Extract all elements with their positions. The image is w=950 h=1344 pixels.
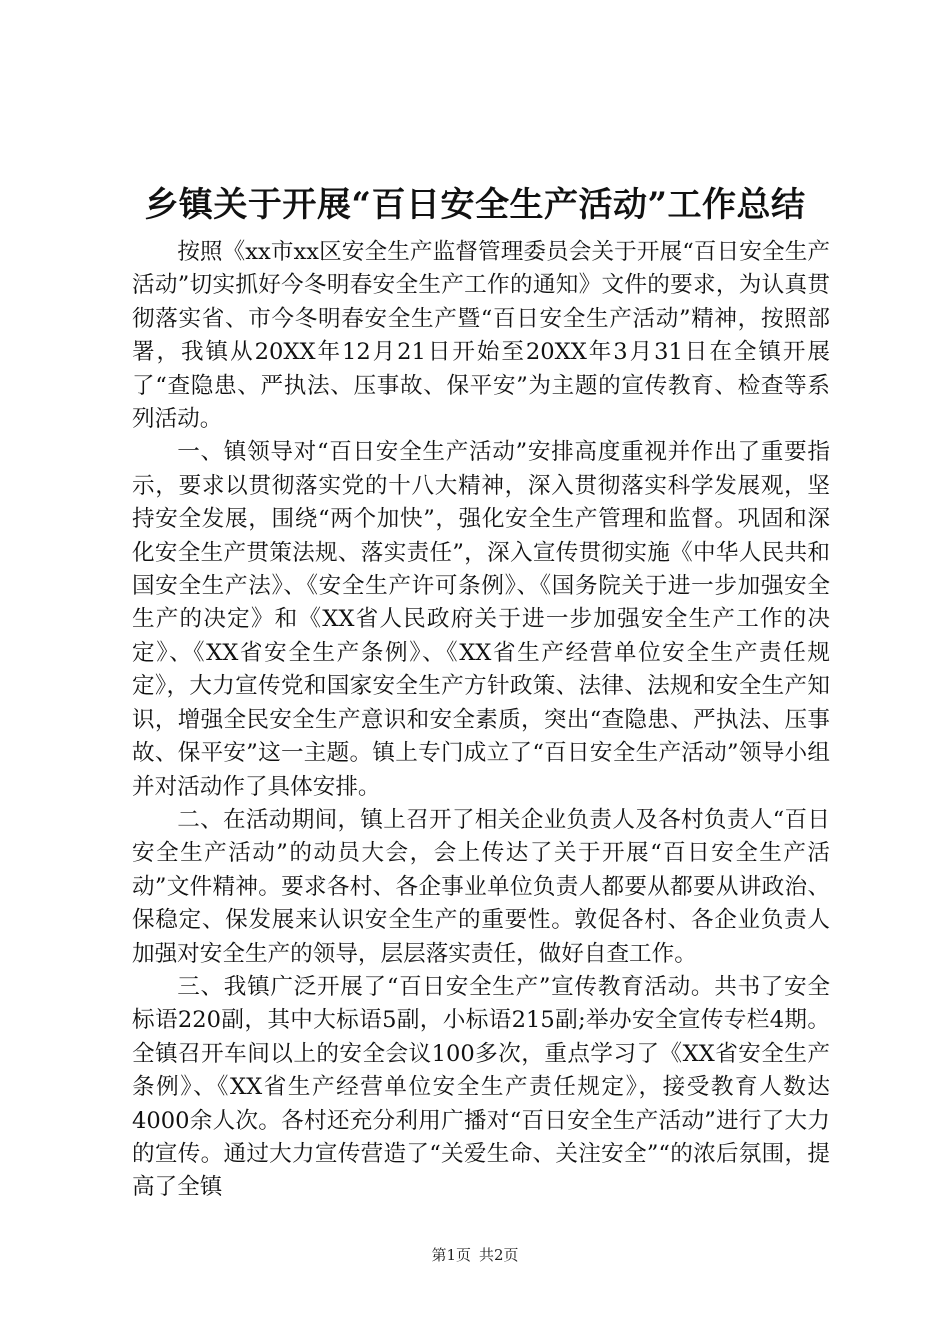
- page-number-current: 第1页: [431, 1246, 471, 1264]
- paragraph-section-2: 二、在活动期间，镇上召开了相关企业负责人及各村负责人“百日安全生产活动”的动员大会，会上传达了关于开展“百日安全生产活动”文件精神。要求各村、各企事业单位负责人都要从都要从讲政治、保稳定、保发展来认识安全生产的重要性。敦促各村、各企业负责人加强对安全生产的领导，层层落实责任，做好自查工作。: [132, 806, 830, 967]
- document-body: [132, 236, 830, 1205]
- document-title: 乡镇关于开展“百日安全生产活动”工作总结: [144, 185, 806, 225]
- paragraph-section-1: 一、镇领导对“百日安全生产活动”安排高度重视并作出了重要指示，要求以贯彻落实党的十八大精神，深入贯彻落实科学发展观，坚持安全发展，围绕“两个加快”，强化安全生产管理和监督。巩固和深化安全生产贯策法规、落实责任”，深入宣传贯彻实施《中华人民共和国安全生产法》、《安全生产许可条例》、《国务院关于进一步加强安全生产的决定》和《XX省人民政府关于进一步加强安全生产工作的决定》、《XX省安全生产条例》、《XX省生产经营单位安全生产责任规定》，大力宣传党和国家安全生产方针政策、法律、法规和安全生产知识，增强全民安全生产意识和安全素质，突出“查隐患、严执法、压事故、保平安”这一主题。镇上专门成立了“百日安全生产活动”领导小组并对活动作了具体安排。: [132, 439, 830, 800]
- paragraph-section-3: 三、我镇广泛开展了“百日安全生产”宣传教育活动。共书了安全标语220副，其中大标语5副，小标语215副;举办安全宣传专栏4期。全镇召开车间以上的安全会议100多次，重点学习了《XX省安全生产条例》、《XX省生产经营单位安全生产责任规定》，接受教育人数达4000余人次。各村还充分利用广播对“百日安全生产活动”进行了大力的宣传。通过大力宣传营造了“关爱生命、关注安全”“的浓后氛围，提高了全镇: [132, 973, 830, 1201]
- paragraph-intro: 按照《xx市xx区安全生产监督管理委员会关于开展“百日安全生产活动”切实抓好今冬明春安全生产工作的通知》文件的要求，为认真贯彻落实省、市今冬明春安全生产暨“百日安全生产活动”精神，按照部署，我镇从20XX年12月21日开始至20XX年3月31日在全镇开展了“查隐患、严执法、压事故、保平安”为主题的宣传教育、检查等系列活动。: [132, 239, 830, 433]
- page-number-total: 共2页: [479, 1246, 519, 1264]
- page-footer: [0, 1244, 950, 1266]
